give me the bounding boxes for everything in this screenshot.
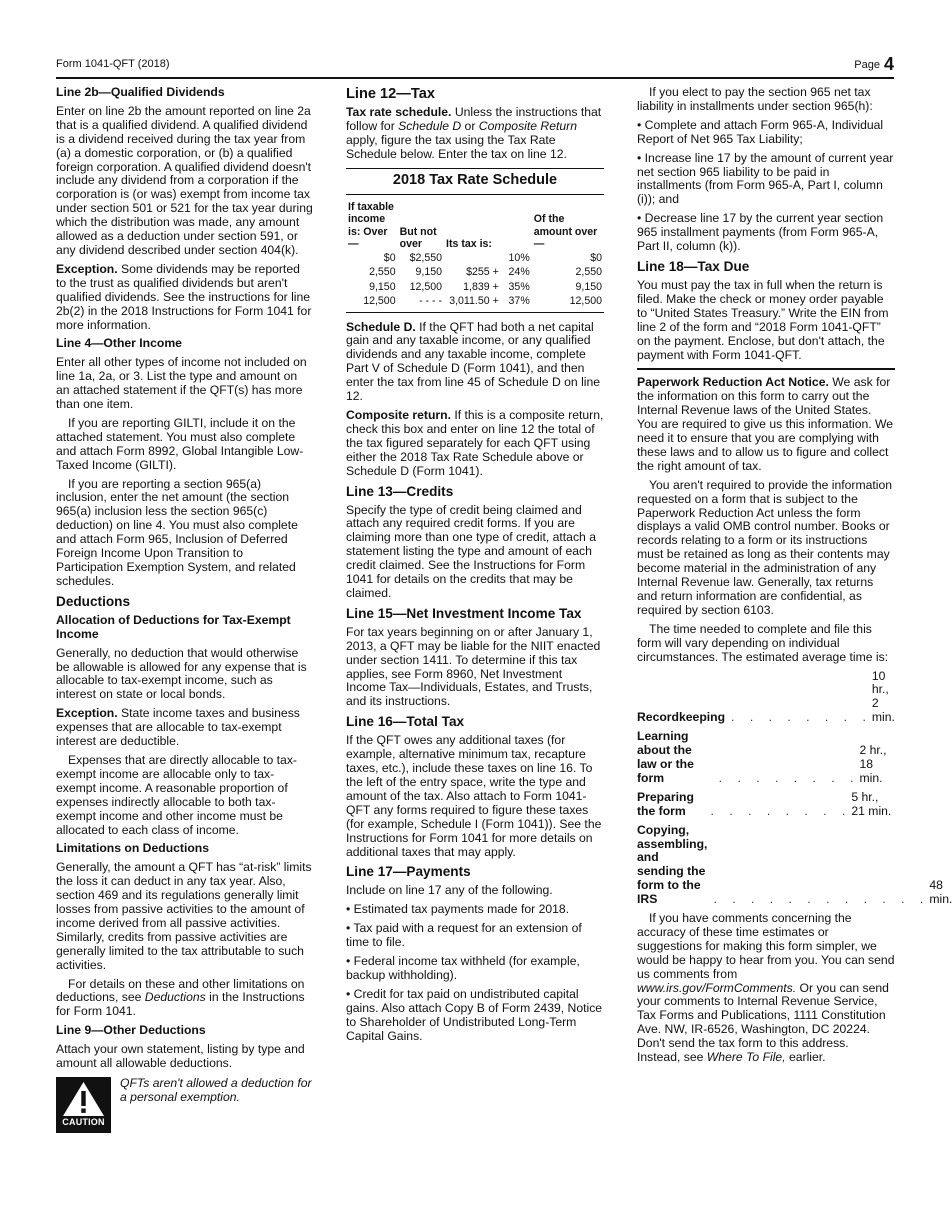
tax-rate-schedule <box>346 168 604 313</box>
line17-text: Include on line 17 any of the following. <box>346 883 553 898</box>
line15-heading: Line 15—Net Investment Income Tax <box>346 605 582 621</box>
line12-text: Tax rate schedule. Unless the instructions that follow for Schedule D or Composite Return apply, figure the tax using the Tax Rate Schedule below. Enter the tax on line 12. <box>346 105 602 161</box>
limitations-text: Generally, the amount a QFT has “at-risk” limits the loss it can deduct in any tax year. Also, section 469 and its regulations generally limit losses from passive activities to the amount of income derived from all passive activities. Similarly, credits from passive activities are generally limited to the tax attributable to such activities. <box>56 860 312 972</box>
table-row: 9,150 12,500 1,839 + 35% 9,150 <box>369 280 602 293</box>
line12-heading: Line 12—Tax <box>346 86 435 102</box>
allocation-text: Generally, no deduction that would otherwise be allowable is allowed for any expense that is allocable to tax-exempt income, such as interest on state or local bonds. <box>56 645 307 702</box>
line18-text: You must pay the tax in full when the return is filed. Make the check or money order payable to “United States Treasury.” Write the EIN from line 2 of the form and “2018 Form 1041-QFT” on the payment. Enclose, but don't attach, the payment with Form 1041-QFT. <box>637 277 889 362</box>
line17-heading: Line 17—Payments <box>346 864 471 880</box>
limitations-text-2: For details on these and other limitations on deductions, see Deductions in the Instructions for Form 1041. <box>56 976 305 1019</box>
time-estimate-row: Copying, assembling, and sending the form to the IRS . . . . . . . . . . . . 48 min. <box>637 822 952 907</box>
col-header-amount-over: Of the amount over— <box>533 213 598 251</box>
list-item: • Decrease line 17 by the current year section 965 installment payments (from Form 965-A, Part II, column (k)). <box>637 211 884 254</box>
form-id: Form 1041-QFT (2018) <box>56 58 170 70</box>
line13-heading: Line 13—Credits <box>346 483 454 499</box>
paperwork-text-3: The time needed to complete and file this form will vary depending on individual circumstances. The estimated average time is: <box>637 621 889 664</box>
line16-heading: Line 16—Total Tax <box>346 714 465 730</box>
caution-text: QFTs aren't allowed a deduction for a personal exemption. <box>120 1076 312 1104</box>
column-1 <box>56 86 313 1133</box>
line4-text: Enter all other types of income not included on line 1a, 2a, or 3. List the type and amount on an attached statement if the QFT(s) has more than one item. <box>56 355 307 412</box>
line4-965a: If you are reporting a section 965(a) inclusion, enter the net amount (the section 965(a) inclusion less the section 965(c) deduction) on line 4. You must also complete and attach Form 965, Inclusion of Deferred Foreign Income Upon Transition to Participation Exemption System, and related schedules. <box>56 476 298 588</box>
time-estimate-row: Recordkeeping . . . . . . . . 10 hr., 2 min. <box>637 668 895 725</box>
column-3 <box>637 85 952 1070</box>
table-row: $0 $2,550 10% $0 <box>383 251 602 264</box>
time-estimate-row: Learning about the law or the form . . . . . . . . 2 hr., 18 min. <box>637 729 887 785</box>
col-header-rate <box>501 201 532 251</box>
deductions-heading: Deductions <box>56 593 131 609</box>
list-item: • Estimated tax payments made for 2018. <box>346 902 570 917</box>
list-item: • Complete and attach Form 965-A, Individual Report of Net 965 Tax Liability; <box>637 117 884 146</box>
time-estimate-row: Preparing the form . . . . . . . . 5 hr., 21 min. <box>637 789 892 818</box>
line9-text: Attach your own statement, listing by type and amount all allowable deductions. <box>56 1042 305 1071</box>
list-item: • Credit for tax paid on undistributed capital gains. Also attach Copy B of Form 2439, Notice to Shareholder of Undistributed Long-Term Capital Gains. <box>346 986 603 1043</box>
table-row: 12,500 - - - - 3,011.50 + 37% 12,500 <box>363 295 602 308</box>
allocation-exception: Exception. State income taxes and business expenses that are allocable to tax-exempt interest are deductible. <box>56 706 300 749</box>
line18-heading: Line 18—Tax Due <box>637 258 750 274</box>
column-2 <box>346 86 604 1049</box>
line4-heading: Line 4—Other Income <box>56 336 182 351</box>
paperwork-notice: Paperwork Reduction Act Notice. We ask for the information on this form to carry out the Internal Revenue laws of the United States. You are required to give us this information. We need it to ensure that you are complying with these laws and to allow us to figure and collect the right amount of tax. <box>637 375 894 473</box>
line15-text: For tax years beginning on or after January 1, 2013, a QFT may be liable for the NIIT enacted under section 1411. To determine if this tax applies, see Form 8960, Net Investment Income Tax—Individuals, Estates, and Trusts, and its instructions. <box>346 624 601 709</box>
page-number-value: 4 <box>883 54 894 74</box>
list-item: • Federal income tax withheld (for example, backup withholding). <box>346 954 580 982</box>
page-number <box>854 54 894 75</box>
page-label: Page <box>854 59 880 71</box>
caution-label: CAUTION <box>62 1117 105 1128</box>
list-item: • Increase line 17 by the amount of current year net section 965 liability to be paid in installments (from Form 965-A, Part I, column (i)); and <box>637 150 894 207</box>
section-divider <box>637 368 895 370</box>
col-header-tax: Its tax is: <box>446 238 492 251</box>
tax-rate-table <box>346 201 604 309</box>
allocation-text-2: Expenses that are directly allocable to tax-exempt income are allocable only to tax-exempt income. A reasonable proportion of expenses indirectly allocable to both tax-exempt income and other income must be allocated to each class of income. <box>56 752 297 837</box>
limitations-heading: Limitations on Deductions <box>56 841 210 856</box>
col-header-not-over: But not over <box>399 225 437 251</box>
table-row: 2,550 9,150 $255 + 24% 2,550 <box>369 266 602 279</box>
caution-note <box>56 1077 313 1133</box>
paperwork-text-2: You aren't required to provide the information requested on a form that is subject to the Paperwork Reduction Act unless the form displays a valid OMB control number. Books or records relating to a form or its instructions must be retained as long as their contents may become material in the administration of any Internal Revenue law. Generally, tax returns and return information are confidential, as required by section 6103. <box>637 477 893 617</box>
schedule-d-text: Schedule D. If the QFT had both a net capital gain and any taxable income, or any qualified dividends and any taxable income, complete Part V of Schedule D (Form 1041), and then enter the tax from line 45 of Schedule D on line 12. <box>346 319 601 404</box>
line13-text: Specify the type of credit being claimed and attach any required credit forms. If you are claiming more than one type of credit, attach a statement listing the type and amount of each credit claimed. See the Instructions for Form 1041 for details on the credits that may be claimed. <box>346 502 596 600</box>
composite-return-text: Composite return. If this is a composite return, check this box and enter on line 12 the total of the tax figured separately for each QFT using either the 2018 Tax Rate Schedule above or Schedule D (Form 1041). <box>346 407 604 478</box>
col-header-over: If taxable income is: Over— <box>348 200 394 251</box>
comments-text: If you have comments concerning the accuracy of these time estimates or suggestions for making this form simpler, we would be happy to hear from you. You can send us comments from www.irs.gov/FormComments. Or you can send your comments to Internal Revenue Service, Tax Forms and Publications, 1111 Constitution Ave. NW, IR-6526, Washington, DC 20224. Don't send the tax form to this address. Instead, see Where To File, earlier. <box>637 911 895 1065</box>
section965-text: If you elect to pay the section 965 net tax liability in installments under section 965(h): <box>637 85 873 113</box>
caution-icon <box>56 1077 111 1133</box>
list-item: • Tax paid with a request for an extension of time to file. <box>346 921 582 950</box>
line4-gilti: If you are reporting GILTI, include it on the attached statement. You must also complete and attach Form 8992, Global Intangible Low-Taxed Income (GILTI). <box>56 415 304 472</box>
line9-heading: Line 9—Other Deductions <box>56 1023 206 1038</box>
header-rule <box>56 77 894 79</box>
line16-text: If the QFT owes any additional taxes (for example, alternative minimum tax, recapture taxes, etc.), include these taxes on line 16. To the left of the entry space, write the type and amount of the tax. Also attach to Form 1041-QFT any forms required to figure these taxes (for example, Schedule I (Form 1041)). See the Instructions for Form 1041 for more details on additional taxes that may apply. <box>346 733 602 859</box>
line2b-exception: Exception. Some dividends may be reported to the trust as qualified dividends but aren't qualified dividends. See the instructions for line 2b(2) in the 2018 Instructions for Form 1041 for more information. <box>56 261 312 332</box>
line2b-text: Enter on line 2b the amount reported on line 2a that is a qualified dividend. A qualified dividend is a dividend received during the tax year from (a) a domestic corporation, or (b) a qualified foreign corporation. A qualified dividend doesn't include any dividend from a corporation if the corporation is (or was) exempt from income tax under section 501 or 521 for the tax year during which the distribution was made, any amount allowed as a deduction under section 591, or any dividend described under section 404(k). <box>56 103 313 257</box>
schedule-title: 2018 Tax Rate Schedule <box>346 169 604 195</box>
allocation-heading: Allocation of Deductions for Tax-Exempt Income <box>56 612 291 641</box>
line2b-heading: Line 2b—Qualified Dividends <box>56 85 225 99</box>
